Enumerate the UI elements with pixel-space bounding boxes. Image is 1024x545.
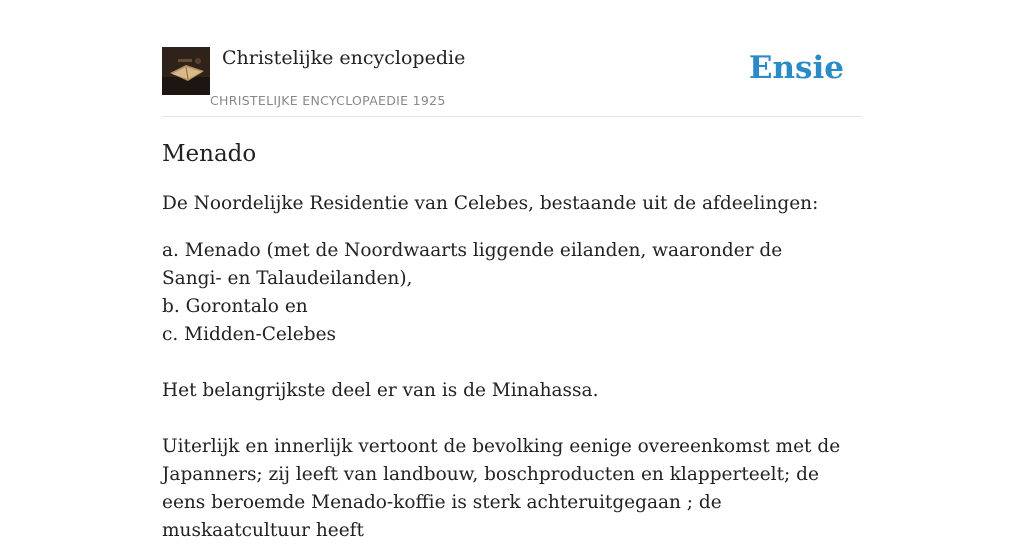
article-title: Menado bbox=[162, 141, 257, 167]
book-photo-icon bbox=[162, 47, 210, 95]
article-intro: De Noordelijke Residentie van Celebes, bestaande uit de afdeelingen: bbox=[162, 193, 819, 214]
site-header bbox=[162, 46, 862, 117]
list-item: c. Midden-Celebes bbox=[162, 324, 337, 345]
brand-logo[interactable]: Ensie bbox=[748, 50, 844, 86]
publication-avatar[interactable] bbox=[162, 47, 210, 95]
article bbox=[162, 138, 842, 545]
publication-title[interactable]: Christelijke encyclopedie bbox=[222, 47, 466, 69]
article-paragraph: Uiterlijk en innerlijk vertoont de bevolking eenige overeenkomst met de Japanners; zij leeft van landbouw, boschproducten en klapperteelt; de eens beroemde Menado-koffie is sterk achteruitgegaan ; de muskaatcultuur heeft bbox=[162, 436, 841, 541]
list-item: b. Gorontalo en bbox=[162, 296, 308, 317]
publication-subtitle[interactable]: CHRISTELIJKE ENCYCLOPAEDIE 1925 bbox=[210, 93, 446, 108]
article-paragraph: Het belangrijkste deel er van is de Minahassa. bbox=[162, 380, 599, 401]
district-list bbox=[162, 237, 842, 349]
list-item: a. Menado (met de Noordwaarts liggende eilanden, waaronder de Sangi- en Talaudeilanden), bbox=[162, 240, 783, 289]
